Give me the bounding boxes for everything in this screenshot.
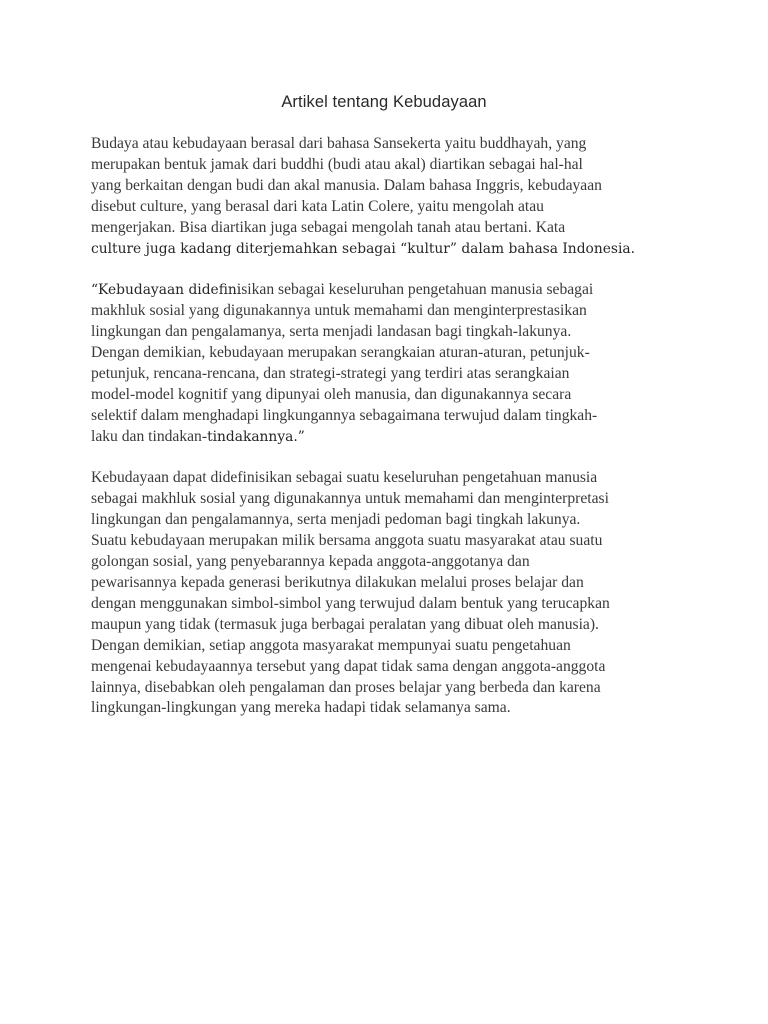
text-line: pewarisannya kepada generasi berikutnya dilakukan melalui proses belajar dan	[91, 574, 584, 591]
paragraph-2	[91, 280, 691, 447]
text-line: lainnya, disebabkan oleh pengalaman dan proses belajar yang berbeda dan karena	[91, 678, 601, 696]
text-line: mengenai kebudayaannya tersebut yang dapat tidak sama dengan anggota-anggota	[91, 657, 606, 675]
text-line: petunjuk, rencana-rencana, dan strategi-strategi yang terdiri atas serangkaian	[91, 364, 570, 382]
text-line: dengan menggunakan simbol-simbol yang terwujud dalam bentuk yang terucapkan	[91, 594, 610, 612]
text-line: Dengan demikian, setiap anggota masyarakat mempunyai suatu pengetahuan	[91, 636, 571, 654]
text-line: lingkungan dan pengalamanya, serta menjadi landasan bagi tingkah-lakunya.	[91, 323, 572, 341]
text-line: maupun yang tidak (termasuk juga berbagai peralatan yang dibuat oleh manusia).	[91, 615, 599, 633]
text-line: yang berkaitan dengan budi dan akal manusia. Dalam bahasa Inggris, kebudayaan	[91, 176, 602, 194]
paragraph-1	[91, 134, 691, 259]
text-segment: laku dan tindakan-	[91, 427, 208, 445]
document-title: Artikel tentang Kebudayaan	[281, 93, 487, 111]
text-line	[91, 280, 691, 301]
text-line: model-model kognitif yang dipunyai oleh manusia, dan digunakannya secara	[91, 385, 572, 403]
text-line: Budaya atau kebudayaan berasal dari bahasa Sansekerta yaitu buddhayah, yang	[91, 135, 587, 152]
text-segment: “Kebudayaan didefini	[91, 282, 242, 299]
text-line: lingkungan-lingkungan yang mereka hadapi tidak selamanya sama.	[91, 699, 511, 717]
text-line: makhluk sosial yang digunakannya untuk memahami dan menginterprestasikan	[91, 302, 587, 320]
text-line: sebagai makhluk sosial yang digunakannya untuk memahami dan menginterpretasi	[91, 490, 609, 508]
text-line: mengerjakan. Bisa diartikan juga sebagai mengolah tanah atau bertani. Kata	[91, 218, 566, 236]
paragraph-3	[91, 468, 691, 719]
text-line: selektif dalam menghadapi lingkungannya sebagaimana terwujud dalam tingkah-	[91, 406, 598, 424]
text-line: disebut culture, yang berasal dari kata Latin Colere, yaitu mengolah atau	[91, 197, 544, 215]
text-line: merupakan bentuk jamak dari buddhi (budi atau akal) diartikan sebagai hal-hal	[91, 155, 583, 173]
text-line: culture juga kadang diterjemahkan sebagai “kultur” dalam bahasa Indonesia.	[91, 240, 635, 257]
text-line	[91, 427, 691, 448]
text-line: Dengan demikian, kebudayaan merupakan serangkaian aturan-aturan, petunjuk-	[91, 344, 590, 362]
text-line: golongan sosial, yang penyebarannya kepada anggota-anggotanya dan	[91, 553, 530, 571]
text-segment: sikan sebagai keseluruhan pengetahuan manusia sebagai	[241, 281, 594, 299]
text-line: Kebudayaan dapat didefinisikan sebagai suatu keseluruhan pengetahuan manusia	[91, 469, 598, 487]
text-segment: tindakannya.”	[207, 428, 305, 445]
document-body	[91, 134, 691, 740]
text-line: lingkungan dan pengalamannya, serta menjadi pedoman bagi tingkah lakunya.	[91, 511, 581, 529]
text-line: Suatu kebudayaan merupakan milik bersama anggota suatu masyarakat atau suatu	[91, 532, 603, 550]
